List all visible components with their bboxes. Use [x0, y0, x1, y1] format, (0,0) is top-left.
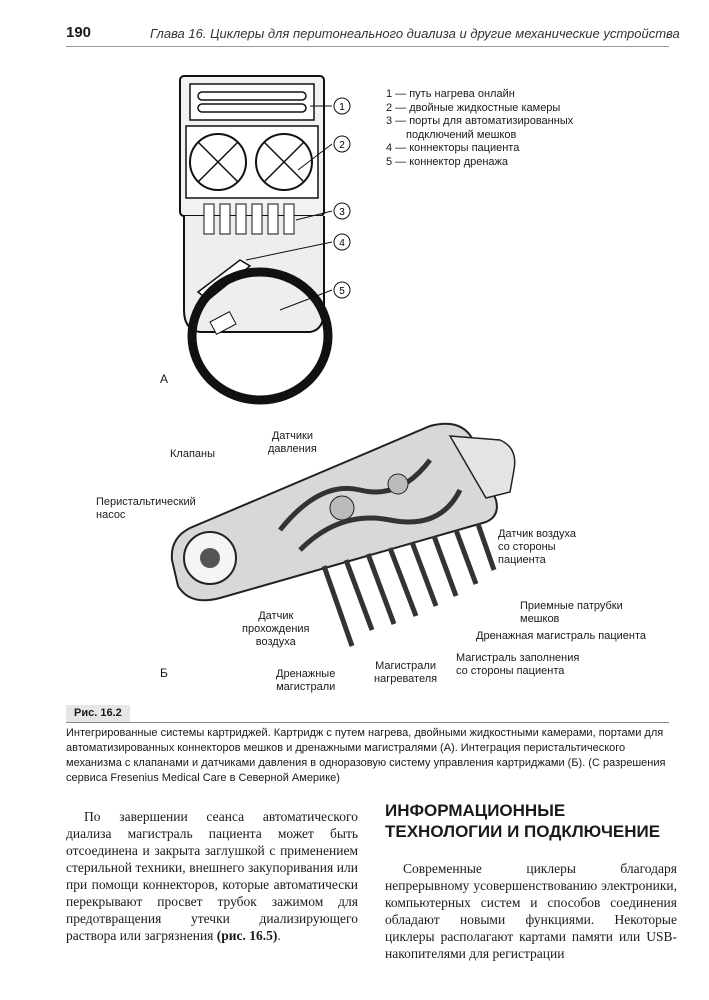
figure-panel-a-drawing [160, 70, 370, 410]
right-column [385, 800, 677, 962]
legend-item: 2 — двойные жидкостные камеры [386, 101, 561, 114]
label-drain-lines: Дренажные магистрали [276, 668, 336, 693]
label-peristaltic-pump: Перистальтический насос [96, 496, 196, 521]
label-heater-lines: Магистрали нагревателя [374, 660, 438, 685]
label-air-sensor-patient: Датчик воздуха со стороны пациента [498, 528, 577, 566]
label-valves: Клапаны [170, 448, 215, 460]
body-paragraph: Современные циклеры благодаря непрерывному усовершенствованию электроники, компьютерных систем и способов соединения обладают новыми функциями. Некоторые циклеры располагают картами памяти или USB-накопителями для регистрации [385, 861, 677, 961]
label-fill-line: Магистраль заполнения со стороны пациента [456, 652, 580, 677]
panel-a-letter: А [160, 372, 169, 386]
legend-item: 5 — коннектор дренажа [386, 155, 509, 168]
panel-b-letter: Б [160, 666, 168, 680]
figure-caption: Интегрированные системы картриджей. Картридж с путем нагрева, двойными жидкостными камерами, портами для автоматизированных коннекторов мешков и дренажными магистралями (А). Интеграция перистальтического механизма с клапанами и датчиками давления в одноразовую систему управления картриджами (Б). (С разрешения сервиса Fresenius Medical Care в Северной Америке) [66, 727, 666, 784]
panel-a-legend [386, 88, 573, 169]
label-bag-inlets: Приемные патрубки мешков [520, 600, 623, 625]
label-air-passage-sensor: Датчик прохождения воздуха [242, 610, 310, 648]
running-head: Глава 16. Циклеры для перитонеального диализа и другие механические устройства [150, 26, 680, 41]
callout-1-text: 1 [339, 102, 345, 113]
legend-item: 3 — порты для автоматизированных [386, 115, 574, 127]
page-number: 190 [66, 24, 92, 41]
section-title: ИНФОРМАЦИОННЫЕ ТЕХНОЛОГИИ И ПОДКЛЮЧЕНИЕ [385, 801, 661, 841]
figure-panel-b-drawing [160, 420, 530, 670]
caption-rule [66, 722, 669, 723]
legend-item: 1 — путь нагрева онлайн [386, 88, 515, 100]
callout-4-text: 4 [339, 238, 345, 249]
left-column [66, 808, 358, 944]
legend-item: подключений мешков [406, 128, 517, 141]
callout-3-text: 3 [339, 207, 345, 218]
label-patient-drain-line: Дренажная магистраль пациента [476, 630, 647, 642]
header-rule [66, 46, 669, 47]
callout-2-text: 2 [339, 140, 345, 151]
callout-5-text: 5 [339, 286, 345, 297]
figure-reference: (рис. 16.5) [216, 928, 278, 943]
page-header [0, 0, 709, 46]
figure-tag: Рис. 16.2 [66, 705, 130, 723]
label-pressure-sensors: Датчики давления [268, 430, 317, 455]
legend-item: 4 — коннекторы пациента [386, 142, 520, 154]
body-paragraph: По завершении сеанса автоматического диализа магистраль пациента может быть отсоединена и закрыта заглушкой с применением стерильной техники, внешнего закупоривания или при помощи коннекторов, которые автоматически перекрывают просвет трубок зажимом для предотвращения утечки диализирующего раствора или загрязнения (рис. 16.5). [66, 809, 358, 943]
